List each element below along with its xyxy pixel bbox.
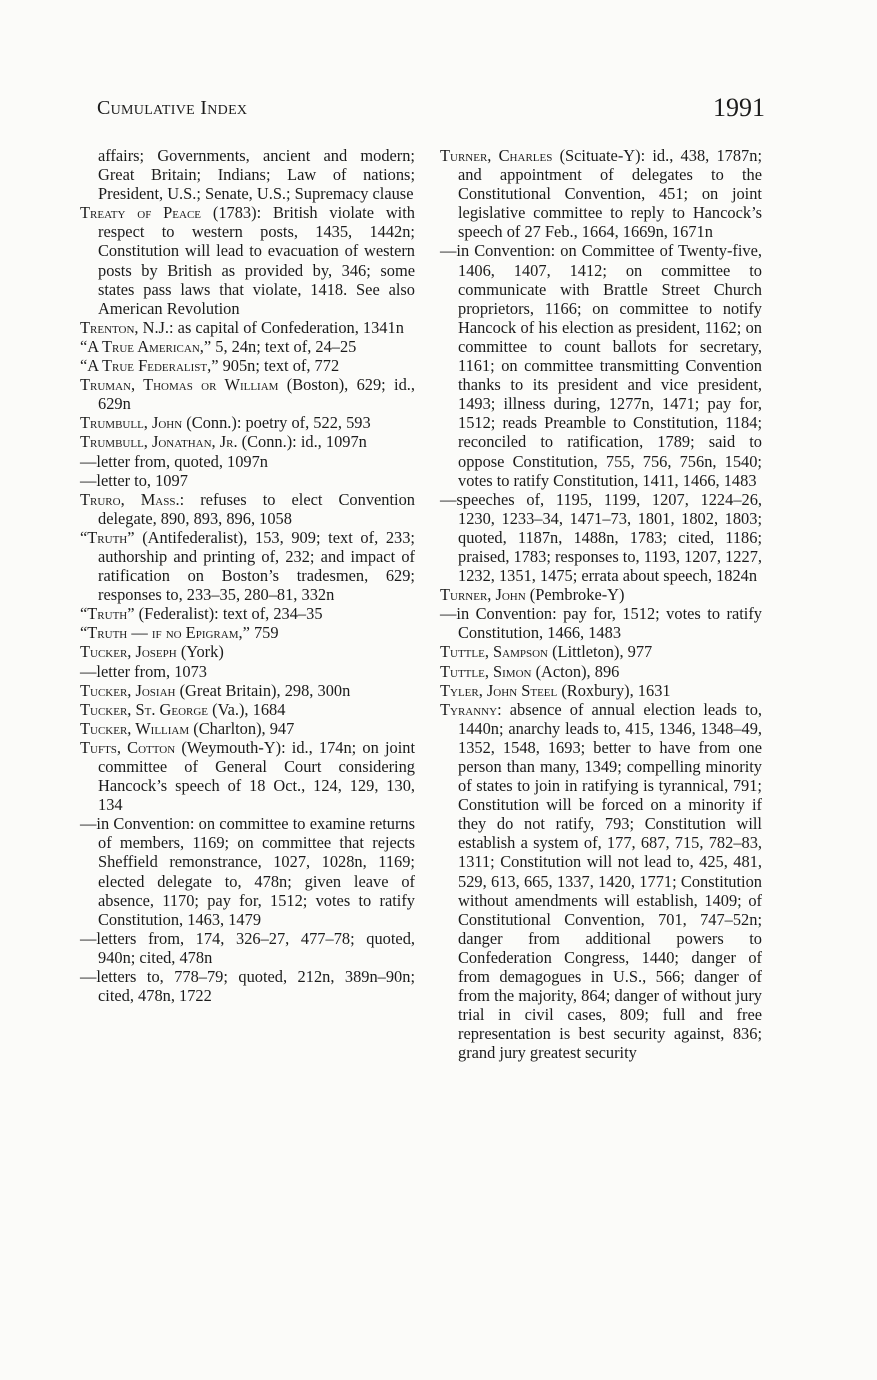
entry-text: ” (Antifederalist), 153, 909; text of, 233; authorship and printing of, 232; and impact of ratification on Boston’s tradesmen, 629; responses to, 233–35, 280–81, 332n bbox=[98, 527, 415, 605]
index-entry bbox=[80, 681, 415, 700]
index-entry bbox=[80, 146, 415, 203]
entry-text: (1783): British violate with respect to western posts, 1435, 1442n; Constitution will lead to evacuation of western posts by British as provided by, 346; some states pass laws that violate, 1418. See also American Revolution bbox=[98, 203, 415, 318]
entry-text: (York) bbox=[176, 642, 224, 662]
entry-text: —letters to, 778–79; quoted, 212n, 389n–90n; cited, 478n, 1722 bbox=[80, 967, 415, 1006]
entry-text: —letters from, 174, 326–27, 477–78; quoted, 940n; cited, 478n bbox=[80, 928, 415, 967]
page-number: 1991 bbox=[713, 93, 765, 122]
entry-heading: Tyranny bbox=[440, 699, 498, 719]
entry-heading: Turner, Charles bbox=[440, 146, 553, 165]
entry-heading: Trenton bbox=[80, 317, 135, 337]
entry-text: —speeches of, 1195, 1199, 1207, 1224–26, 1230, 1233–34, 1471–73, 1801, 1802, 1803; quoted, 1187n, 1488n, 1783; cited, 1186; praised, 1783; responses to, 1193, 1207, 1227, 1232, 1351, 1475; errata about speech, 1824n bbox=[440, 489, 762, 586]
entry-text: —letter to, 1097 bbox=[80, 470, 188, 490]
quote-mark: “ bbox=[80, 336, 88, 356]
index-entry bbox=[440, 490, 762, 585]
entry-text: —in Convention: pay for, 1512; votes to ratify Constitution, 1466, 1483 bbox=[440, 604, 762, 643]
index-entry bbox=[440, 146, 762, 241]
index-entry bbox=[80, 413, 415, 432]
index-entry bbox=[80, 623, 415, 642]
entry-text: (Charlton), 947 bbox=[189, 718, 295, 738]
entry-heading: Tuttle, Simon bbox=[440, 661, 532, 681]
entry-text: (Great Britain), 298, 300n bbox=[175, 680, 351, 700]
index-entry bbox=[80, 356, 415, 375]
index-entry bbox=[80, 738, 415, 814]
entry-heading: Truth bbox=[87, 527, 128, 547]
index-entry bbox=[440, 681, 762, 700]
entry-text: : refuses to elect Convention delegate, 890, 893, 896, 1058 bbox=[98, 489, 415, 528]
entry-text: —letter from, 1073 bbox=[80, 661, 207, 681]
index-entry bbox=[440, 585, 762, 604]
entry-text: (Acton), 896 bbox=[531, 661, 620, 681]
entry-text: (Pembroke-Y) bbox=[525, 585, 625, 605]
entry-text: (Conn.): poetry of, 522, 593 bbox=[182, 413, 371, 433]
index-entry bbox=[440, 662, 762, 681]
index-entry bbox=[440, 700, 762, 1063]
entry-text: —letter from, quoted, 1097n bbox=[80, 451, 268, 471]
entry-text: ,” 5, 24n; text of, 24–25 bbox=[199, 336, 357, 356]
entry-text: affairs; Governments, ancient and modern; Great Britain; Indians; Law of nations; President, U.S.; Senate, U.S.; Supremacy clause bbox=[98, 146, 415, 204]
index-entry bbox=[80, 452, 415, 471]
index-entry bbox=[80, 662, 415, 681]
right-index-column bbox=[440, 146, 762, 1063]
index-entry bbox=[80, 471, 415, 490]
index-entry bbox=[440, 604, 762, 642]
index-entry bbox=[80, 719, 415, 738]
entry-text: (Roxbury), 1631 bbox=[557, 680, 671, 700]
entry-text: (Scituate-Y): id., 438, 1787n; and appointment of delegates to the Constitutional Convention, 451; on joint legislative committee to reply to Hancock’s speech of 27 Feb., 1664, 1669n, 1671n bbox=[458, 146, 762, 242]
index-entry bbox=[80, 203, 415, 318]
index-entry bbox=[440, 241, 762, 489]
entry-heading: Truth — if no Epigram bbox=[87, 623, 239, 643]
entry-heading: Tucker, St. George bbox=[80, 699, 209, 719]
index-entry bbox=[80, 604, 415, 623]
quote-mark: “ bbox=[80, 356, 88, 376]
entry-heading: Tucker, Joseph bbox=[80, 642, 177, 662]
entry-heading: Turner, John bbox=[440, 585, 526, 605]
entry-text: : absence of annual election leads to, 1440n; anarchy leads to, 415, 1346, 1348–49, 1352, 1548, 1693; better to have from one person than many, 1349; compelling minority of states to join in ratifying is tyrannical, 791; Constitution will be forced on a minority if they do not ratify, 793; Constitution will establish a system of, 177, 687, 715, 782–83, 1311; Constitution will not lead to, 425, 481, 529, 613, 665, 1337, 1420, 1771; Constitution without amendments will establish, 1409; of Constitutional Convention, 701, 747–52n; danger from additional powers to Confederation Congress, 1440; danger of from demagogues in U.S., 566; danger of from the majority, 864; danger of without jury trial in civil cases, 809; full and free representation is best security against, 836; grand jury greatest security bbox=[458, 699, 762, 1063]
entry-heading: A True American bbox=[87, 336, 200, 356]
entry-text: (Littleton), 977 bbox=[548, 642, 653, 662]
entry-text: (Boston), 629; id., 629n bbox=[98, 375, 415, 414]
entry-heading: Truman, Thomas or William bbox=[80, 375, 279, 395]
entry-heading: Tyler, John Steel bbox=[440, 680, 558, 700]
entry-text: (Conn.): id., 1097n bbox=[237, 432, 367, 452]
running-head: Cumulative Index bbox=[97, 97, 248, 119]
entry-heading: Tucker, Josiah bbox=[80, 680, 176, 700]
entry-text: (Va.), 1684 bbox=[208, 699, 286, 719]
quote-mark: “ bbox=[80, 604, 88, 624]
entry-text: —in Convention: on committee to examine returns of members, 1169; on committee that rejects Sheffield remonstrance, 1027, 1028n, 1169; elected delegate to, 478n; given leave of absence, 1170; pay for, 1512; votes to ratify Constitution, 1463, 1479 bbox=[80, 814, 415, 929]
left-index-column bbox=[80, 146, 415, 1005]
index-entry bbox=[80, 700, 415, 719]
index-entry bbox=[80, 375, 415, 413]
index-entry bbox=[80, 490, 415, 528]
index-entry bbox=[80, 432, 415, 451]
entry-heading: Trumbull, Jonathan, Jr. bbox=[80, 432, 238, 452]
entry-text: —in Convention: on Committee of Twenty-five, 1406, 1407, 1412; on committee to communicate with Brattle Street Church proprietors, 1166; on committee to notify Hancock of his election as president, 1162; on committee to count ballots for secretary, 1161; on committee transmitting Convention thanks to its president and vice president, 1493; illness during, 1277n, 1471; pay for, 1512; reads Preamble to Constitution, 1184; reconciled to ratification, 1789; said to oppose Constitution, 755, 756, 756n, 1540; votes to ratify Constitution, 1411, 1466, 1483 bbox=[440, 241, 762, 490]
entry-text: (Weymouth-Y): id., 174n; on joint committee of General Court considering Hancock’s speech of 18 Oct., 124, 129, 130, 134 bbox=[98, 737, 415, 815]
index-entry bbox=[440, 642, 762, 661]
index-entry bbox=[80, 967, 415, 1005]
entry-heading: Trumbull, John bbox=[80, 413, 183, 433]
index-entry bbox=[80, 642, 415, 661]
entry-heading: Treaty of Peace bbox=[80, 203, 202, 223]
index-entry bbox=[80, 528, 415, 604]
index-entry bbox=[80, 337, 415, 356]
entry-text: , N.J.: as capital of Confederation, 1341n bbox=[134, 317, 404, 337]
entry-text: ” (Federalist): text of, 234–35 bbox=[127, 604, 323, 624]
index-entry bbox=[80, 814, 415, 929]
index-entry bbox=[80, 318, 415, 337]
entry-heading: Truth bbox=[87, 604, 128, 624]
entry-heading: A True Federalist bbox=[87, 356, 208, 376]
entry-heading: Truro, Mass. bbox=[80, 489, 180, 509]
quote-mark: “ bbox=[80, 623, 88, 643]
entry-text: ,” 759 bbox=[238, 623, 279, 643]
entry-heading: Tufts, Cotton bbox=[80, 737, 176, 757]
entry-heading: Tuttle, Sampson bbox=[440, 642, 548, 662]
quote-mark: “ bbox=[80, 527, 88, 547]
index-entry bbox=[80, 929, 415, 967]
entry-text: ,” 905n; text of, 772 bbox=[207, 356, 340, 376]
entry-heading: Tucker, William bbox=[80, 718, 190, 738]
